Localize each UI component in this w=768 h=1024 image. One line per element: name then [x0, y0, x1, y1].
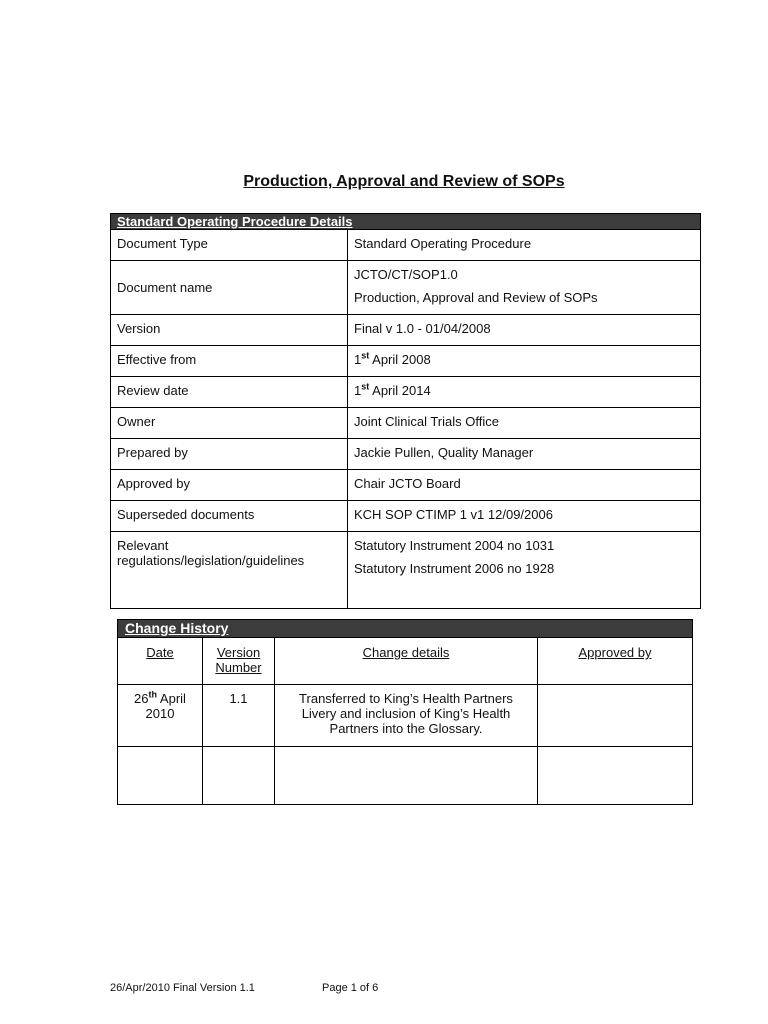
- document-name-value: [348, 261, 701, 315]
- prepared-by-value: Jackie Pullen, Quality Manager: [348, 439, 701, 470]
- table-row: [111, 501, 701, 532]
- col-version-line1: Version: [216, 645, 261, 660]
- review-date-label: Review date: [111, 377, 348, 408]
- review-date-rest: April 2014: [372, 383, 431, 398]
- empty-cell: [203, 747, 275, 805]
- change-date-suffix: th: [148, 689, 158, 700]
- col-approved-header: Approved by: [538, 638, 693, 685]
- table-row: [111, 470, 701, 501]
- table-row: [111, 532, 701, 609]
- table-row: [111, 377, 701, 408]
- table-row: [111, 261, 701, 315]
- superseded-value: KCH SOP CTIMP 1 v1 12/09/2006: [348, 501, 701, 532]
- table-row-empty: [118, 747, 693, 805]
- table-row: [111, 315, 701, 346]
- owner-label: Owner: [111, 408, 348, 439]
- change-details: [275, 685, 538, 747]
- table-row: [111, 439, 701, 470]
- footer-version: 26/Apr/2010 Final Version 1.1: [110, 982, 255, 994]
- document-type-value: Standard Operating Procedure: [348, 230, 701, 261]
- document-name-title: Production, Approval and Review of SOPs: [354, 290, 598, 305]
- relevant-label-line2: regulations/legislation/guidelines: [117, 553, 305, 568]
- document-name-label: Document name: [111, 261, 348, 315]
- col-date-header: Date: [118, 638, 203, 685]
- change-details-line3: Partners into the Glossary.: [329, 721, 483, 736]
- document-title: Production, Approval and Review of SOPs: [243, 173, 565, 190]
- change-date-year: 2010: [145, 706, 175, 721]
- table-row: [111, 346, 701, 377]
- relevant-value-line2: Statutory Instrument 2006 no 1928: [354, 561, 555, 576]
- change-history-table: [117, 619, 693, 805]
- col-version-line2: Number: [215, 660, 262, 675]
- review-date-day: 1: [354, 383, 362, 398]
- change-date-month: April: [159, 691, 186, 706]
- change-history-header: Change History: [118, 620, 693, 638]
- change-approved-by: [538, 685, 693, 747]
- change-date: [118, 685, 203, 747]
- owner-value: Joint Clinical Trials Office: [348, 408, 701, 439]
- effective-from-rest: April 2008: [372, 352, 431, 367]
- superseded-label: Superseded documents: [111, 501, 348, 532]
- version-value: Final v 1.0 - 01/04/2008: [348, 315, 701, 346]
- review-date-suffix: st: [361, 381, 370, 392]
- change-version: 1.1: [203, 685, 275, 747]
- effective-from-label: Effective from: [111, 346, 348, 377]
- approved-by-value: Chair JCTO Board: [348, 470, 701, 501]
- change-details-line2: Livery and inclusion of King’s Health: [301, 706, 511, 721]
- change-date-day-line: [119, 691, 201, 706]
- effective-from-suffix: st: [361, 350, 370, 361]
- change-date-day: 26: [134, 691, 149, 706]
- prepared-by-label: Prepared by: [111, 439, 348, 470]
- relevant-value: [348, 532, 701, 609]
- col-details-header: Change details: [275, 638, 538, 685]
- approved-by-label: Approved by: [111, 470, 348, 501]
- version-label: Version: [111, 315, 348, 346]
- sop-details-header: Standard Operating Procedure Details: [111, 214, 701, 230]
- table-header-row: [118, 638, 693, 685]
- relevant-label-line1: Relevant: [117, 538, 169, 553]
- effective-from-day: 1: [354, 352, 362, 367]
- footer-page-number: Page 1 of 6: [322, 982, 379, 994]
- table-row: [118, 685, 693, 747]
- empty-cell: [538, 747, 693, 805]
- col-version-header: [203, 638, 275, 685]
- effective-from-value: [348, 346, 701, 377]
- change-details-line1: Transferred to King’s Health Partners: [299, 691, 513, 706]
- review-date-value: [348, 377, 701, 408]
- sop-details-table: [110, 213, 701, 609]
- empty-cell: [275, 747, 538, 805]
- document-name-code: JCTO/CT/SOP1.0: [354, 267, 458, 282]
- document-type-label: Document Type: [111, 230, 348, 261]
- table-row: [111, 408, 701, 439]
- table-row: [111, 230, 701, 261]
- relevant-value-line1: Statutory Instrument 2004 no 1031: [354, 538, 555, 553]
- relevant-label: [111, 532, 348, 609]
- empty-cell: [118, 747, 203, 805]
